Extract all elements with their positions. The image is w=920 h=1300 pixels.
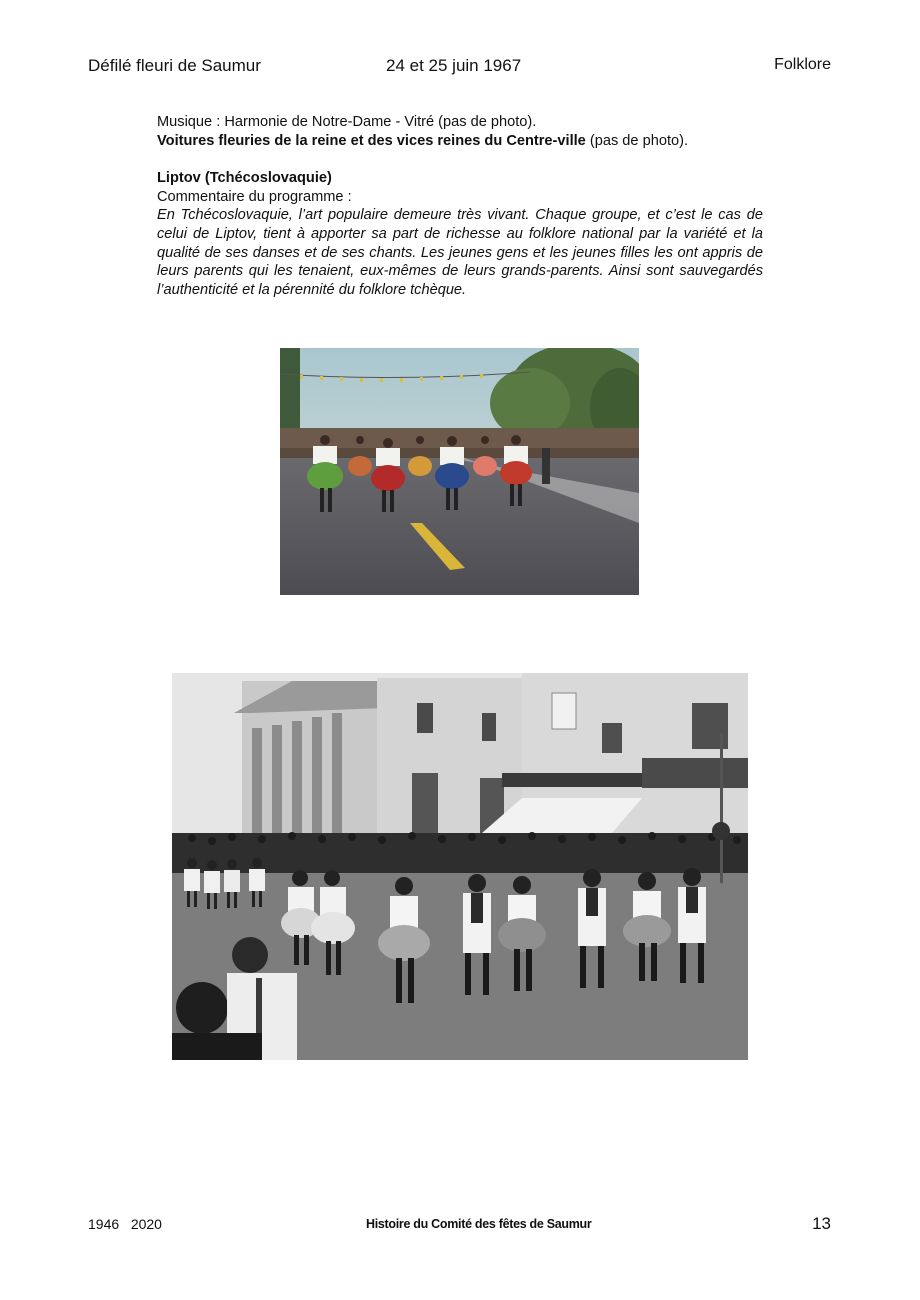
program-text: En Tchécoslovaquie, l’art populaire demeure très vivant. Chaque groupe, et c’est le cas de celui de Liptov, tient à apporter sa part de richesse au folklore national par la variété et la qualité de ses danses et de ses chants. Les jeunes gens et les jeunes filles les ont appris de leurs parents qui les tenaient, eux-mêmes de leurs grands-parents. Ainsi sont sauvegardés l’authenticité et la pérennité du folklore tchèque.: [157, 207, 763, 298]
header-section: Folklore: [774, 56, 831, 73]
color-parade-photo: [280, 348, 639, 595]
black-white-parade-photo: [172, 673, 748, 1060]
footer-years: 1946 2020: [88, 1216, 162, 1232]
program-label: Commentaire du programme :: [157, 188, 352, 205]
header-left-title: Défilé fleuri de Saumur: [88, 56, 261, 75]
main-text: [157, 113, 763, 299]
music-line: Musique : Harmonie de Notre-Dame - Vitré (pas de photo).: [157, 114, 537, 130]
group-title: Liptov (Tchécoslovaquie): [157, 170, 332, 187]
cars-line: [157, 132, 763, 151]
cars-line-rest: (pas de photo).: [585, 132, 689, 149]
cars-line-bold: Voitures fleuries de la reine et des vices reines du Centre-ville: [157, 132, 586, 149]
header-date: 24 et 25 juin 1967: [386, 56, 522, 75]
footer-title: Histoire du Comité des fêtes de Saumur: [366, 1217, 592, 1231]
page-number: 13: [812, 1214, 831, 1233]
